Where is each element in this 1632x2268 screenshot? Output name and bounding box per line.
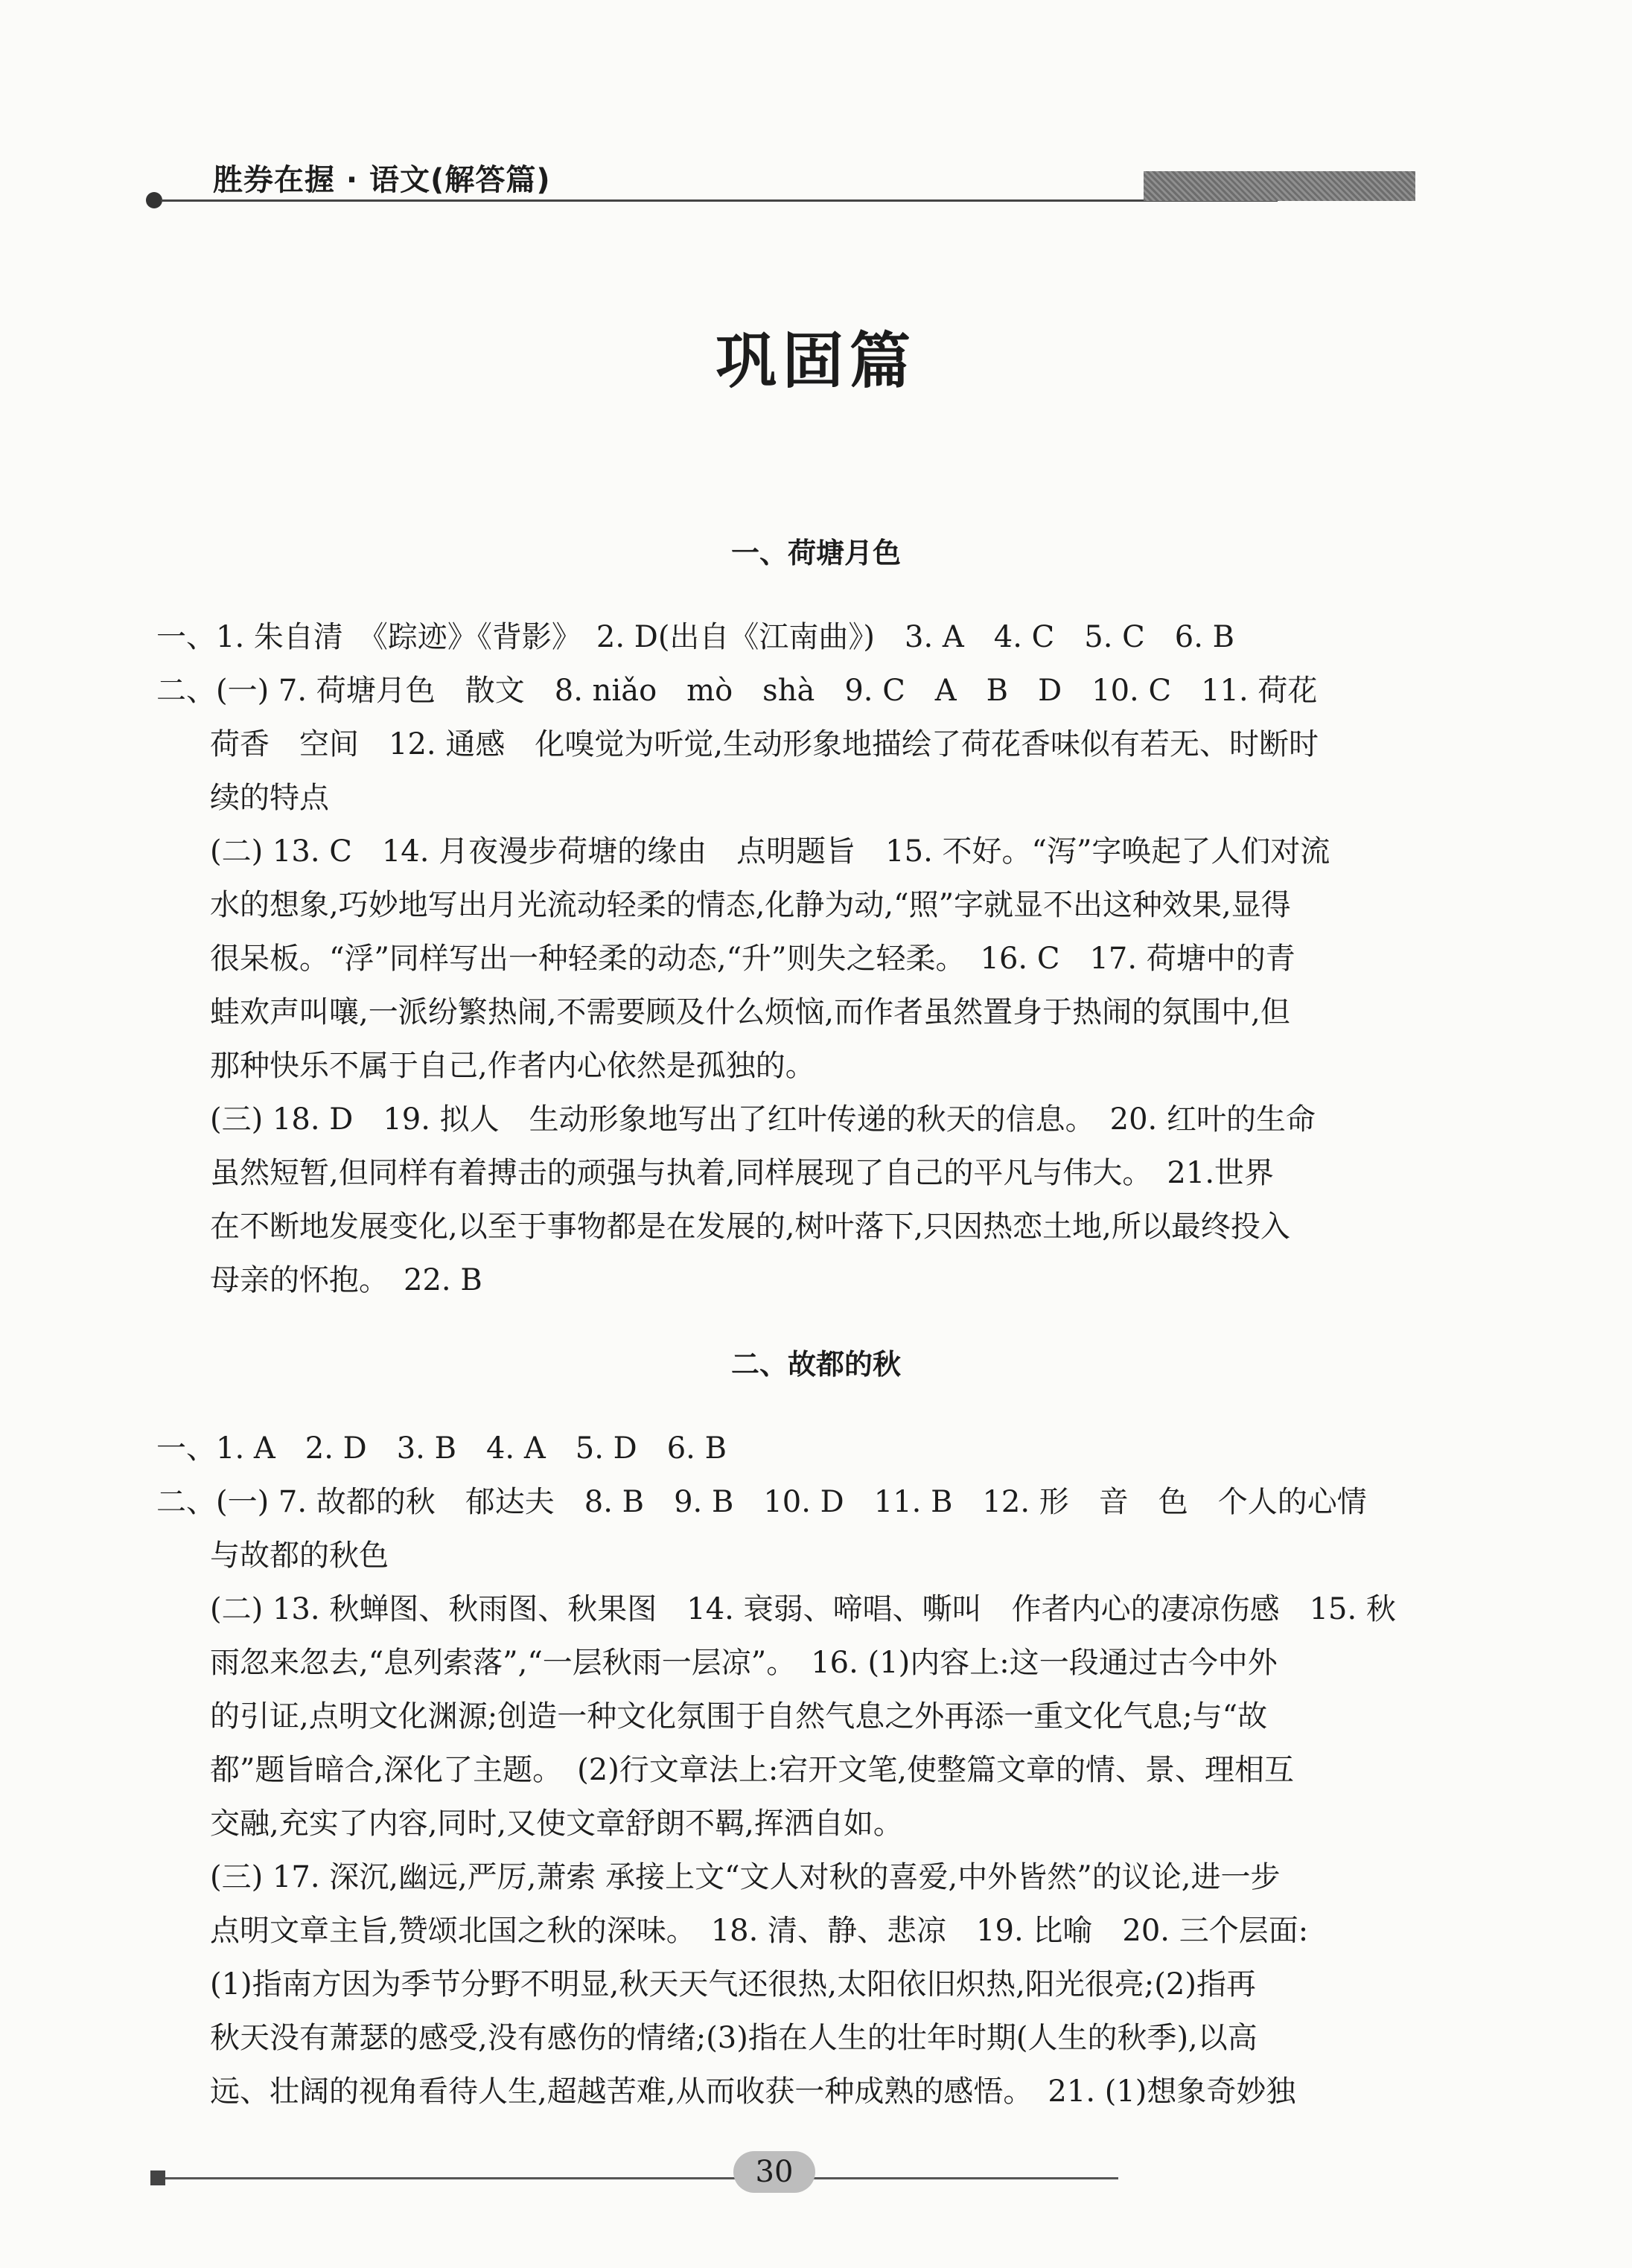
header-texture-bar <box>1144 171 1415 201</box>
answer-line: 一、1. A 2. D 3. B 4. A 5. D 6. B <box>156 1431 727 1466</box>
answer-line: (二) 13. C 14. 月夜漫步荷塘的缘由 点明题旨 15. 不好。“泻”字唤起了人们对流 <box>210 834 1330 869</box>
answer-line: 在不断地发展变化,以至于事物都是在发展的,树叶落下,只因热恋土地,所以最终投入 <box>210 1210 1290 1244</box>
answer-line: 续的特点 <box>210 781 329 815</box>
answer-line: 的引证,点明文化渊源;创造一种文化氛围于自然气息之外再添一重文化气息;与“故 <box>210 1699 1268 1734</box>
answer-line: 远、壮阔的视角看待人生,超越苦难,从而收获一种成熟的感悟。 21. (1)想象奇妙独 <box>210 2074 1296 2109</box>
header-title: 胜券在握 · 语文(解答篇) <box>213 163 551 197</box>
answer-line: 二、(一) 7. 故都的秋 郁达夫 8. B 9. B 10. D 11. B 12. 形 音 色 个人的心情 <box>156 1485 1367 1519</box>
footer-rule <box>165 2177 1118 2179</box>
page-number: 30 <box>733 2151 815 2193</box>
answer-line: (三) 17. 深沉,幽远,严厉,萧索 承接上文“文人对秋的喜爱,中外皆然”的议论,进一步 <box>210 1860 1281 1894</box>
answer-line: 点明文章主旨,赞颂北国之秋的深味。 18. 清、静、悲凉 19. 比喻 20. 三个层面: <box>210 1914 1309 1948</box>
answer-line: (二) 13. 秋蝉图、秋雨图、秋果图 14. 衰弱、啼唱、嘶叫 作者内心的凄凉伤感 15. 秋 <box>210 1592 1396 1626</box>
answer-line: 很呆板。“浮”同样写出一种轻柔的动态,“升”则失之轻柔。 16. C 17. 荷塘中的青 <box>210 942 1295 976</box>
running-header <box>146 156 1412 208</box>
answer-line: (1)指南方因为季节分野不明显,秋天天气还很热,太阳依旧炽热,阳光很亮;(2)指再 <box>210 1967 1256 2002</box>
header-rule <box>161 199 1278 202</box>
answer-line: 母亲的怀抱。 22. B <box>210 1263 482 1297</box>
footer-square <box>150 2170 165 2185</box>
answer-line: 水的想象,巧妙地写出月光流动轻柔的情态,化静为动,“照”字就显不出这种效果,显得 <box>210 888 1291 922</box>
header-bullet-dot <box>146 192 162 208</box>
section-title-gudu: 二、故都的秋 <box>730 1348 901 1381</box>
page-title: 巩固篇 <box>715 325 917 397</box>
answer-line: 荷香 空间 12. 通感 化嗅觉为听觉,生动形象地描绘了荷花香味似有若无、时断时 <box>210 727 1319 761</box>
answer-line: 都”题旨暗合,深化了主题。 (2)行文章法上:宕开文笔,使整篇文章的情、景、理相互 <box>210 1753 1295 1787</box>
answer-line: 雨忽来忽去,“息列索落”,“一层秋雨一层凉”。 16. (1)内容上:这一段通过古今中外 <box>210 1646 1278 1680</box>
answer-line: 与故都的秋色 <box>210 1539 389 1573</box>
answer-line: 交融,充实了内容,同时,又使文章舒朗不羁,挥洒自如。 <box>210 1807 903 1841</box>
section-title-hetang: 一、荷塘月色 <box>730 537 901 569</box>
answer-line: 那种快乐不属于自己,作者内心依然是孤独的。 <box>210 1049 815 1083</box>
answer-line: 一、1. 朱自清 《踪迹》《背影》 2. D(出自《江南曲》) 3. A 4. C 5. C 6. B <box>156 620 1235 654</box>
answer-line: (三) 18. D 19. 拟人 生动形象地写出了红叶传递的秋天的信息。 20. 红叶的生命 <box>210 1102 1316 1137</box>
answer-line: 二、(一) 7. 荷塘月色 散文 8. niǎo mò shà 9. C A B D 10. C 11. 荷花 <box>156 674 1318 708</box>
answer-line: 虽然短暂,但同样有着搏击的顽强与执着,同样展现了自己的平凡与伟大。 21.世界 <box>210 1156 1275 1190</box>
answer-line: 秋天没有萧瑟的感受,没有感伤的情绪;(3)指在人生的壮年时期(人生的秋季),以高 <box>210 2021 1258 2055</box>
answer-line: 蛙欢声叫嚷,一派纷繁热闹,不需要顾及什么烦恼,而作者虽然置身于热闹的氛围中,但 <box>210 995 1290 1029</box>
